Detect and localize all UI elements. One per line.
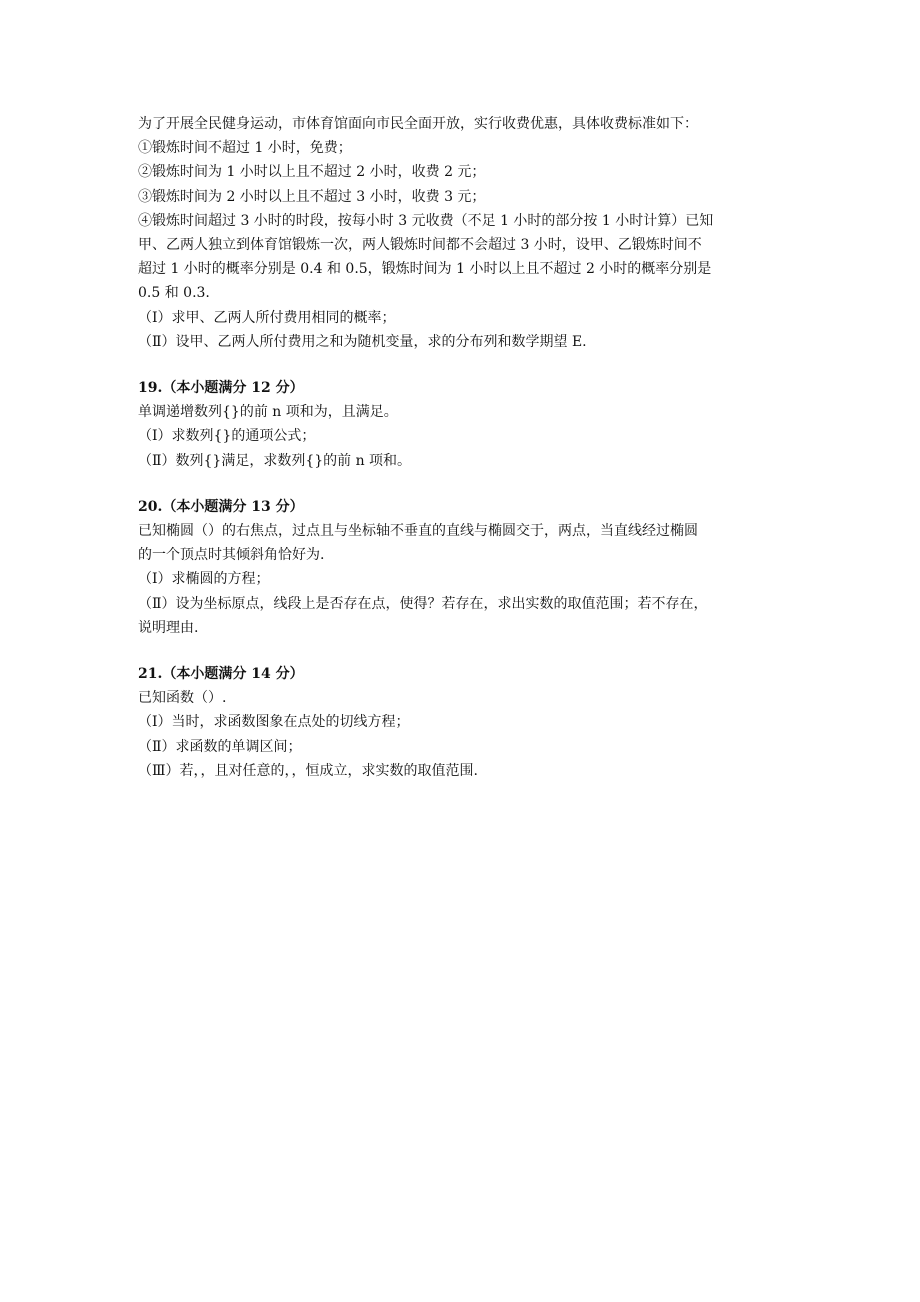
question-18-line-8: 0.5 和 0.3.	[138, 285, 210, 302]
question-19-part-1: （Ⅰ）求数列{}的通项公式；	[138, 428, 316, 445]
section-gap	[138, 354, 788, 376]
question-20-part-1: （Ⅰ）求椭圆的方程；	[138, 571, 270, 588]
question-21	[138, 662, 788, 783]
question-19-line-1: 单调递增数列{}的前 n 项和为，且满足。	[138, 404, 398, 421]
question-18-line-2: ①锻炼时间不超过 1 小时，免费；	[138, 140, 352, 157]
question-18-part-1: （Ⅰ）求甲、乙两人所付费用相同的概率；	[138, 309, 396, 326]
section-gap	[138, 473, 788, 495]
question-20-part-2: （Ⅱ）设为坐标原点，线段上是否存在点，使得？若存在，求出实数的取值范围；若不存在，	[138, 595, 708, 612]
document-page	[138, 112, 788, 783]
question-20	[138, 495, 788, 640]
question-19	[138, 376, 788, 473]
question-18-line-4: ③锻炼时间为 2 小时以上且不超过 3 小时，收费 3 元；	[138, 188, 486, 205]
question-18-line-3: ②锻炼时间为 1 小时以上且不超过 2 小时，收费 2 元；	[138, 164, 486, 181]
question-21-line-1: 已知函数（）.	[138, 690, 227, 707]
question-20-heading: 20.（本小题满分 13 分）	[138, 498, 304, 515]
question-18	[138, 112, 788, 354]
question-18-line-5: ④锻炼时间超过 3 小时的时段，按每小时 3 元收费（不足 1 小时的部分按 1 小时计算）已知	[138, 212, 714, 229]
question-21-part-1: （Ⅰ）当时，求函数图象在点处的切线方程；	[138, 714, 410, 731]
question-19-heading: 19.（本小题满分 12 分）	[138, 380, 304, 397]
question-19-part-2: （Ⅱ）数列{}满足，求数列{}的前 n 项和。	[138, 452, 412, 469]
question-18-line-6: 甲、乙两人独立到体育馆锻炼一次，两人锻炼时间都不会超过 3 小时，设甲、乙锻炼时间不	[138, 237, 702, 254]
question-20-part-2-cont: 说明理由.	[138, 619, 199, 636]
question-20-line-2: 的一个顶点时其倾斜角恰好为.	[138, 547, 325, 564]
question-21-part-2: （Ⅱ）求函数的单调区间；	[138, 738, 302, 755]
question-21-part-3: （Ⅲ）若，，且对任意的，，恒成立，求实数的取值范围.	[138, 762, 478, 779]
section-gap	[138, 640, 788, 662]
question-20-line-1: 已知椭圆（）的右焦点，过点且与坐标轴不垂直的直线与椭圆交于，两点，当直线经过椭圆	[138, 523, 698, 540]
question-21-heading: 21.（本小题满分 14 分）	[138, 666, 304, 683]
question-18-part-2: （Ⅱ）设甲、乙两人所付费用之和为随机变量，求的分布列和数学期望 E.	[138, 333, 587, 350]
question-18-line-1: 为了开展全民健身运动，市体育馆面向市民全面开放，实行收费优惠，具体收费标准如下：	[138, 116, 698, 132]
question-18-line-7: 超过 1 小时的概率分别是 0.4 和 0.5，锻炼时间为 1 小时以上且不超过 2 小时的概率分别是	[138, 261, 712, 278]
